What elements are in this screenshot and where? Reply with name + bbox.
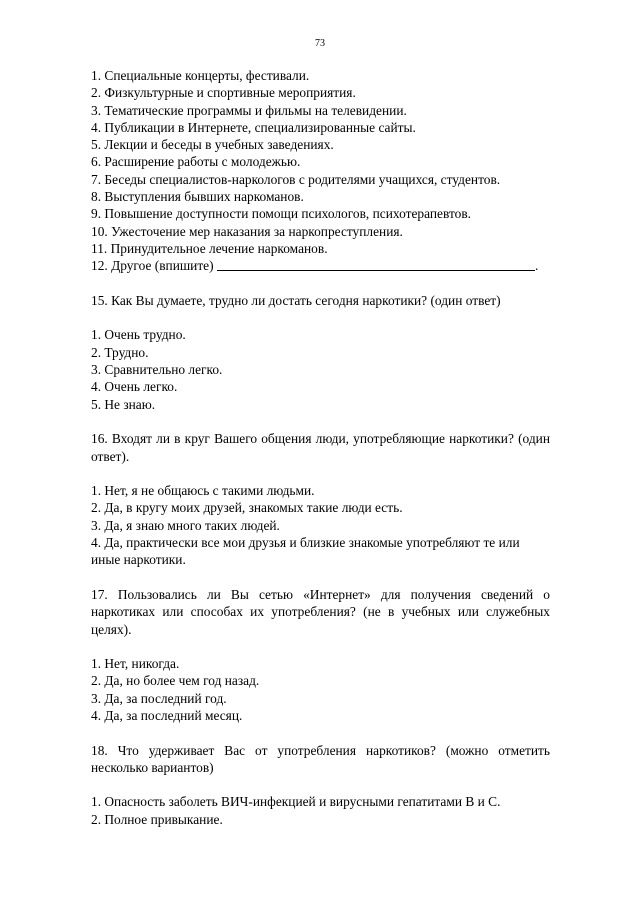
question-17-options — [91, 655, 550, 724]
list-item: 8. Выступления бывших наркоманов. — [91, 189, 304, 205]
other-option — [91, 257, 550, 274]
list-item: 10. Ужесточение мер наказания за наркопреступления. — [91, 223, 403, 239]
list-item: 6. Расширение работы с молодежью. — [91, 154, 301, 170]
other-option-end: . — [534, 258, 539, 274]
question-15-options — [91, 326, 550, 412]
list-item: 1. Нет, я не общаюсь с такими людьми. — [91, 483, 315, 499]
list-item: 5. Лекции и беседы в учебных заведениях. — [91, 137, 334, 153]
question-18-options — [91, 793, 550, 828]
write-in-blank — [217, 257, 535, 271]
list-item: 3. Да, за последний год. — [91, 690, 227, 706]
list-item: 4. Да, практически все мои друзья и близкие знакомые употребляют те или иные наркотики. — [91, 535, 520, 568]
question-15: 15. Как Вы думаете, трудно ли достать сегодня наркотики? (один ответ) — [91, 292, 501, 308]
question-16: 16. Входят ли в круг Вашего общения люди, употребляющие наркотики? (один ответ). — [91, 431, 550, 464]
other-option-label: 12. Другое (впишите) — [91, 258, 214, 274]
question-16-options — [91, 482, 550, 568]
list-item: 4. Публикации в Интернете, специализированные сайты. — [91, 119, 416, 135]
list-item: 4. Очень легко. — [91, 379, 178, 395]
list-item: 2. Полное привыкание. — [91, 811, 223, 827]
question-18: 18. Что удерживает Вас от употребления наркотиков? (можно отметить несколько вариантов) — [91, 742, 550, 775]
answer-options-list — [91, 67, 550, 275]
list-item: 2. Да, но более чем год назад. — [91, 673, 260, 689]
list-item: 1. Опасность заболеть ВИЧ-инфекцией и вирусными гепатитами В и С. — [91, 794, 501, 810]
document-body — [91, 67, 550, 828]
list-item: 3. Да, я знаю много таких людей. — [91, 517, 280, 533]
question-17: 17. Пользовались ли Вы сетью «Интернет» для получения сведений о наркотиках или способах их употребления? (не в учебных или служебных целях). — [91, 586, 550, 637]
list-item: 2. Да, в кругу моих друзей, знакомых такие люди есть. — [91, 500, 403, 516]
list-item: 9. Повышение доступности помощи психологов, психотерапевтов. — [91, 206, 471, 222]
list-item: 4. Да, за последний месяц. — [91, 707, 243, 723]
list-item: 3. Сравнительно легко. — [91, 362, 223, 378]
list-item: 1. Очень трудно. — [91, 327, 186, 343]
list-item: 11. Принудительное лечение наркоманов. — [91, 240, 328, 256]
list-item: 1. Нет, никогда. — [91, 656, 180, 672]
list-item: 7. Беседы специалистов-наркологов с родителями учащихся, студентов. — [91, 171, 501, 187]
page-number: 73 — [315, 38, 325, 49]
list-item: 1. Специальные концерты, фестивали. — [91, 68, 310, 83]
list-item: 2. Физкультурные и спортивные мероприятия. — [91, 85, 356, 101]
list-item: 2. Трудно. — [91, 344, 149, 360]
list-item: 5. Не знаю. — [91, 396, 156, 412]
list-item: 3. Тематические программы и фильмы на телевидении. — [91, 102, 407, 118]
